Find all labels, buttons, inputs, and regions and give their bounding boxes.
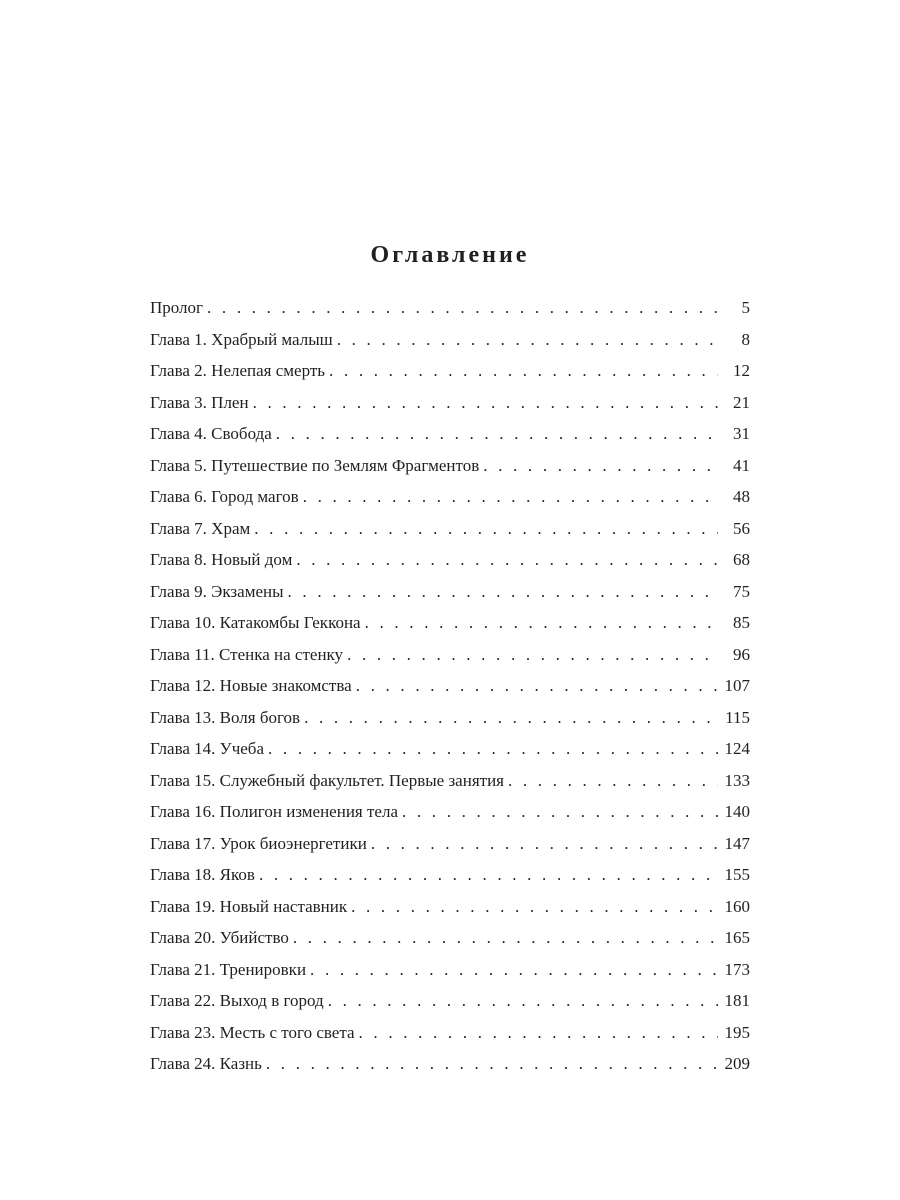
toc-page-number: 140 [724, 802, 750, 821]
toc-entry-title: Глава 5. Путешествие по Землям Фрагментов [150, 455, 480, 475]
toc-page-number: 8 [741, 329, 750, 349]
toc-dot-leader [304, 702, 718, 734]
toc-dot-leader [371, 828, 718, 860]
toc-page-number: 155 [724, 865, 750, 884]
toc-entry-title: Глава 12. Новые знакомства [150, 676, 352, 695]
toc-page-number: 31 [733, 424, 750, 443]
toc-dot-leader [276, 418, 718, 450]
toc-entry-title: Глава 20. Убийство [150, 928, 289, 947]
toc-entry [150, 796, 750, 828]
toc-dot-leader [303, 481, 718, 513]
toc-entry [150, 922, 750, 954]
toc-page-number: 96 [733, 644, 750, 664]
toc-entry-title: Глава 24. Казнь [150, 1054, 262, 1073]
toc-page-number: 173 [724, 959, 750, 979]
toc-entry-title: Пролог [150, 298, 204, 317]
toc-entry-title: Глава 2. Нелепая смерть [150, 361, 326, 380]
toc-page-number: 107 [724, 676, 750, 695]
toc-page-number: 147 [724, 833, 750, 853]
toc-page-number: 68 [733, 550, 750, 569]
toc-entry-title: Глава 4. Свобода [150, 424, 272, 443]
toc-dot-leader [328, 985, 718, 1017]
toc-entry-title: Глава 19. Новый наставник [150, 896, 348, 916]
toc-entry [150, 985, 750, 1017]
toc-dot-leader [483, 450, 718, 482]
toc-entry-title: Глава 9. Экзамены [150, 581, 284, 601]
toc-page-number: 21 [733, 392, 750, 412]
toc-entry [150, 324, 750, 356]
toc-page-number: 12 [733, 361, 750, 380]
toc-entry [150, 702, 750, 734]
toc-page-number: 56 [733, 518, 750, 538]
toc-entry-title: Глава 6. Город магов [150, 487, 299, 506]
toc-entry [150, 607, 750, 639]
toc-entry-title: Глава 18. Яков [150, 865, 255, 884]
toc-page-number: 160 [724, 896, 750, 916]
toc-entry [150, 418, 750, 450]
toc-dot-leader [359, 1017, 718, 1049]
toc-entry [150, 481, 750, 513]
toc-heading: Оглавление [370, 242, 530, 268]
toc-entry-title: Глава 23. Месть с того света [150, 1022, 355, 1042]
toc-dot-leader [347, 639, 718, 671]
toc-page-number: 209 [724, 1054, 750, 1073]
toc-entry-title: Глава 14. Учеба [150, 739, 265, 758]
toc-page-number: 48 [733, 487, 750, 506]
toc-page-number: 115 [725, 707, 750, 727]
toc-page-number: 181 [724, 991, 750, 1010]
toc-dot-leader [356, 670, 718, 702]
toc-entry-title: Глава 1. Храбрый малыш [150, 329, 333, 349]
toc-entry [150, 859, 750, 891]
toc-entry-title: Глава 3. Плен [150, 392, 249, 412]
toc-page-number: 5 [741, 298, 750, 317]
toc-entry-title: Глава 7. Храм [150, 518, 251, 538]
toc-entry [150, 891, 750, 923]
toc-dot-leader [351, 891, 718, 923]
toc-entry-title: Глава 22. Выход в город [150, 991, 324, 1010]
toc-dot-leader [508, 765, 718, 797]
toc-dot-leader [207, 292, 718, 324]
toc-entry [150, 544, 750, 576]
toc-page-number: 75 [733, 581, 750, 601]
toc-entry [150, 387, 750, 419]
toc-list [150, 292, 750, 1080]
toc-entry-title: Глава 17. Урок биоэнергетики [150, 833, 367, 853]
toc-dot-leader [329, 355, 718, 387]
toc-entry [150, 450, 750, 482]
toc-dot-leader [296, 544, 718, 576]
toc-dot-leader [365, 607, 718, 639]
toc-page-number: 165 [724, 928, 750, 947]
toc-page-number: 195 [724, 1022, 750, 1042]
toc-entry [150, 670, 750, 702]
toc-entry [150, 355, 750, 387]
toc-entry [150, 828, 750, 860]
toc-dot-leader [288, 576, 718, 608]
toc-entry-title: Глава 15. Служебный факультет. Первые занятия [150, 770, 504, 790]
toc-dot-leader [310, 954, 718, 986]
toc-dot-leader [293, 922, 718, 954]
toc-entry [150, 292, 750, 324]
toc-entry-title: Глава 16. Полигон изменения тела [150, 802, 398, 821]
toc-entry [150, 1048, 750, 1080]
toc-entry-title: Глава 13. Воля богов [150, 707, 301, 727]
toc-dot-leader [268, 733, 718, 765]
toc-entry-title: Глава 21. Тренировки [150, 959, 307, 979]
toc-entry-title: Глава 11. Стенка на стенку [150, 644, 344, 664]
toc-entry [150, 1017, 750, 1049]
toc-page-number: 124 [724, 739, 750, 758]
toc-dot-leader [254, 513, 718, 545]
toc-page-number: 41 [733, 455, 750, 475]
toc-entry [150, 639, 750, 671]
toc-entry-title: Глава 8. Новый дом [150, 550, 293, 569]
toc-dot-leader [253, 387, 718, 419]
toc-dot-leader [259, 859, 718, 891]
toc-entry-title: Глава 10. Катакомбы Геккона [150, 613, 361, 632]
toc-entry [150, 513, 750, 545]
toc-entry [150, 765, 750, 797]
toc-dot-leader [337, 324, 718, 356]
toc-dot-leader [266, 1048, 718, 1080]
toc-entry [150, 954, 750, 986]
toc-page-number: 133 [724, 770, 750, 790]
toc-entry [150, 576, 750, 608]
toc-entry [150, 733, 750, 765]
toc-page-number: 85 [733, 613, 750, 632]
toc-dot-leader [402, 796, 718, 828]
